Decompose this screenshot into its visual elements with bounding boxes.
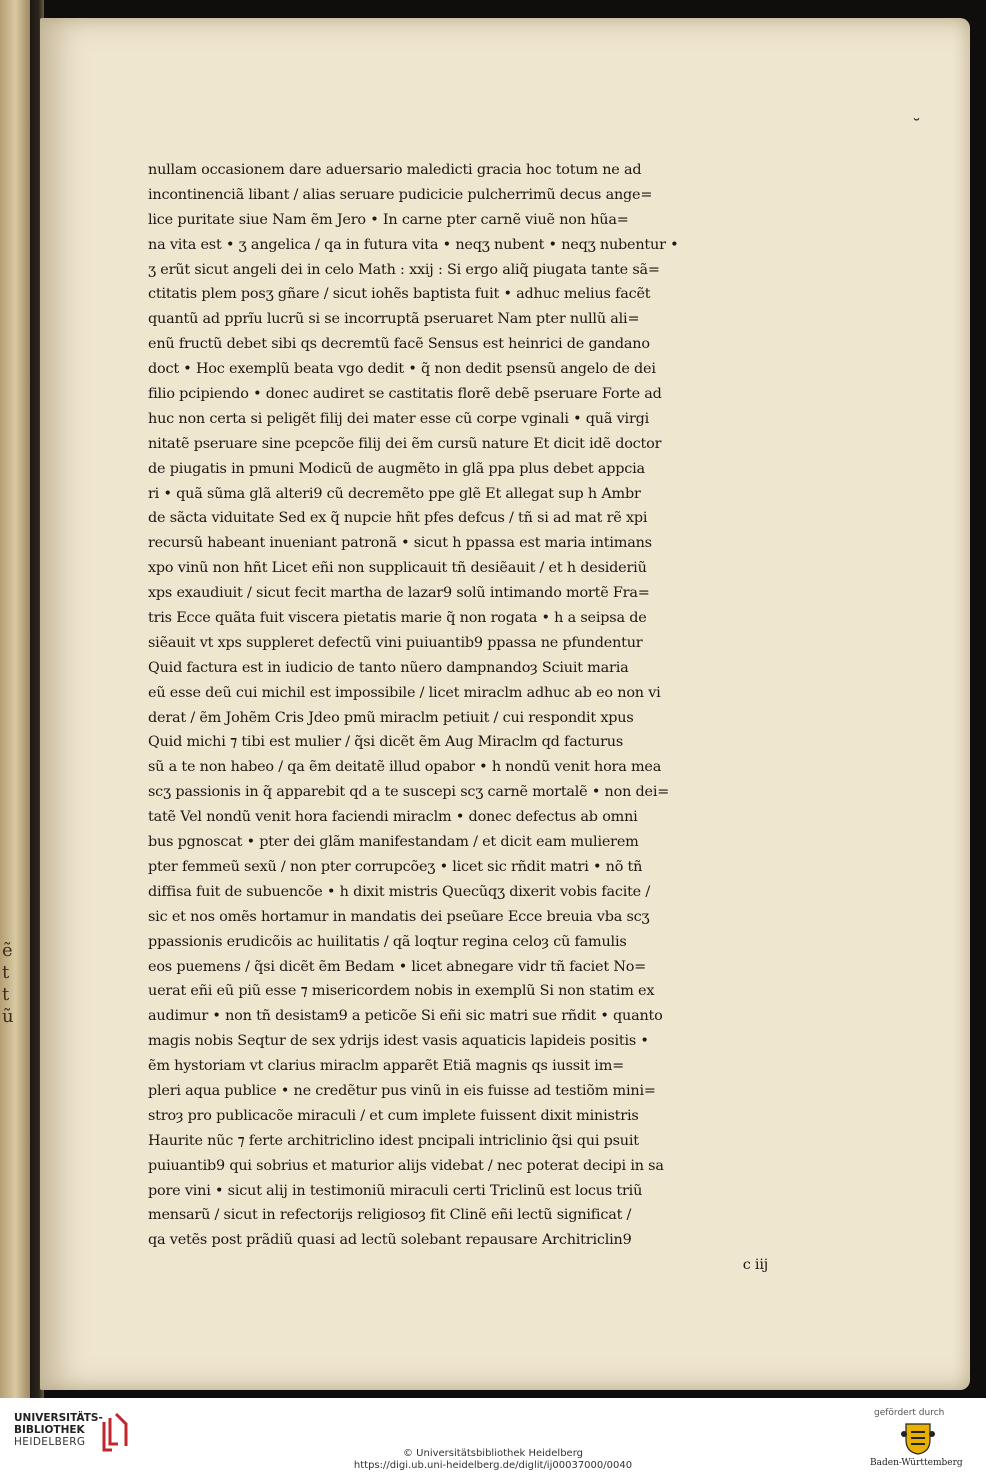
manuscript-line: Quid michi ⁊ tibi est mulier / q̃si dicẽt ẽm Aug Miraclm qd facturus (148, 734, 624, 751)
manuscript-line: recursũ habeant inueniant patronã • sicut h ppassa est maria intimans (148, 535, 652, 552)
manuscript-line: de sãcta viduitate Sed ex q̃ nupcie hñt pfes defcus / tñ si ad mat rẽ xpi (148, 510, 648, 527)
manuscript-line: ri • quã sũma glã alteri9 cũ decremẽto ppe glẽ Et allegat sup h Ambr (148, 485, 641, 502)
manuscript-line: stroȝ pro publicacõe miraculi / et cum implete fuissent dixit ministris (148, 1107, 639, 1124)
manuscript-line: magis nobis Seqtur de sex ydrijs idest vasis aquaticis lapideis positis • (148, 1033, 649, 1050)
manuscript-line: xpo vinũ non hñt Licet eñi non supplicauit tñ desiẽauit / et h desideriũ (148, 560, 647, 577)
manuscript-line: bus pgnoscat • pter dei glãm manifestandam / et dicit eam mulierem (148, 834, 639, 851)
manuscript-line: ppassionis erudicõis ac huilitatis / qã loqtur regina celoȝ cũ famulis (148, 933, 627, 950)
manuscript-line: qa vetẽs post prãdiũ quasi ad lectũ solebant repausare Architriclin9 (148, 1232, 632, 1249)
manuscript-line: uerat eñi eũ piũ esse ⁊ misericordem nobis in exemplũ Si non statim ex (148, 983, 655, 1000)
sponsor-logo[interactable] (860, 1408, 980, 1472)
manuscript-line: pter femmeũ sexũ / non pter corrupcõeʒ • licet sic rñdit matri • nõ tñ (148, 858, 643, 875)
margin-mark: t (2, 984, 10, 1005)
manuscript-line: audimur • non tñ desistam9 a peticõe Si eñi sic matri sue rñdit • quanto (148, 1008, 663, 1025)
facing-page-edge (0, 0, 34, 1398)
signature-mark: c iij (742, 1257, 768, 1274)
manuscript-line: mensarũ / sicut in refectorijs religiosoȝ fit Clinẽ eñi lectũ significat / (148, 1207, 632, 1224)
manuscript-line: de piugatis in pmuni Modicũ de augmẽto in glã ppa plus debet appcia (148, 460, 645, 477)
coat-of-arms-icon (900, 1422, 936, 1456)
library-mark-icon (98, 1412, 134, 1452)
facing-page-margin-marks (2, 940, 28, 1028)
manuscript-line: na vita est • ʒ angelica / qa in futura vita • neqʒ nubent • neqʒ nubentur • (148, 236, 679, 253)
funded-by-label: gefördert durch (874, 1408, 945, 1418)
page-corner-mark: ˘ (912, 116, 921, 137)
manuscript-line: xps exaudiuit / sicut fecit martha de lazar9 solũ intimando mortẽ Fra= (148, 585, 650, 602)
manuscript-line: eos puemens / q̃si dicẽt ẽm Bedam • licet abnegare vidr tñ faciet No= (148, 958, 647, 975)
manuscript-line: filio pcipiendo • donec audiret se castitatis florẽ debẽ pseruare Forte ad (148, 386, 662, 403)
manuscript-line: lice puritate siue Nam ẽm Jero • In carne pter carnẽ viuẽ non hũa= (148, 211, 629, 228)
library-name-line1: UNIVERSITÄTS- (14, 1412, 103, 1424)
manuscript-line: ʒ erũt sicut angeli dei in celo Math : xxij : Si ergo aliq̃ piugata tante sã= (148, 261, 660, 278)
manuscript-line: Quid factura est in iudicio de tanto nũero dampnandoȝ Sciuit maria (148, 659, 629, 676)
manuscript-line: enũ fructũ debet sibi qs decremtũ facẽ Sensus est heinrici de gandano (148, 336, 650, 353)
library-city: HEIDELBERG (14, 1436, 86, 1448)
manuscript-line: sic et nos omẽs hortamur in mandatis dei pseũare Ecce breuia vba scʒ (148, 908, 650, 925)
manuscript-line: eũ esse deũ cui michil est impossibile / licet miraclm adhuc ab eo non vi (148, 684, 661, 701)
margin-mark: ẽ (2, 940, 13, 961)
manuscript-line: puiuantib9 qui sobrius et maturior alijs videbat / nec poterat decipi in sa (148, 1157, 664, 1174)
library-name (14, 1412, 103, 1436)
manuscript-line: huc non certa si peligẽt filij dei mater esse cũ corpe vginali • quã virgi (148, 410, 650, 427)
manuscript-line: quantũ ad pprĩu lucrũ si se incorruptã pseruaret Nam pter nullũ ali= (148, 311, 640, 328)
copyright-notice: © Universitätsbibliothek Heidelberg (402, 1448, 583, 1459)
manuscript-line: incontinenciã libant / alias seruare pudicicie pulcherrimũ decus ange= (148, 186, 653, 203)
manuscript-line: derat / ẽm Johẽm Cris Jdeo pmũ miraclm petiuit / cui respondit xpus (148, 709, 634, 726)
manuscript-line: Haurite nũc ⁊ ferte architriclino idest pncipali intriclinio q̃si qui psuit (148, 1132, 639, 1149)
manuscript-line: nitatẽ pseruare sine pcepcõe filij dei ẽm cursũ nature Et dicit idẽ doctor (148, 435, 662, 452)
manuscript-text-block (148, 158, 768, 1278)
manuscript-line: tatẽ Vel nondũ venit hora faciendi miraclm • donec defectus ab omni (148, 809, 638, 826)
margin-mark: ũ (2, 1006, 14, 1027)
manuscript-line: tris Ecce quãta fuit viscera pietatis marie q̃ non rogata • h a seipsa de (148, 610, 647, 627)
library-name-line2: BIBLIOTHEK (14, 1424, 85, 1436)
manuscript-line: diffisa fuit de subuencõe • h dixit mistris Quecũqʒ dixerit vobis facite / (148, 883, 651, 900)
footer-bar (0, 1398, 986, 1476)
manuscript-line: ctitatis plem posʒ gñare / sicut iohẽs baptista fuit • adhuc melius facẽt (148, 286, 651, 303)
manuscript-line: pleri aqua publice • ne credẽtur pus vinũ in eis fuisse ad testiõm mini= (148, 1082, 656, 1099)
manuscript-line: scʒ passionis in q̃ apparebit qd a te suscepi scʒ carnẽ mortalẽ • non dei= (148, 784, 670, 801)
manuscript-line: pore vini • sicut alij in testimoniũ miraculi certi Triclinũ est locus triũ (148, 1182, 643, 1199)
margin-mark: t (2, 962, 10, 983)
funder-name: Baden-Württemberg (870, 1458, 963, 1468)
manuscript-line: doct • Hoc exemplũ beata vgo dedit • q̃ non dedit psensũ angelo de dei (148, 361, 656, 378)
manuscript-line: nullam occasionem dare aduersario maledicti gracia hoc totum ne ad (148, 162, 642, 178)
manuscript-line: ẽm hystoriam vt clarius miraclm apparẽt Etiã magnis qs iussit im= (148, 1058, 625, 1075)
manuscript-page (40, 18, 970, 1390)
permalink-url[interactable]: https://digi.ub.uni-heidelberg.de/diglit/ij00037000/0040 (353, 1460, 633, 1471)
manuscript-line: siẽauit vt xps suppleret defectũ vini puiuantib9 ppassa ne pfundentur (148, 634, 643, 651)
manuscript-line: sũ a te non habeo / qa ẽm deitatẽ illud opabor • h nondũ venit hora mea (148, 759, 662, 776)
